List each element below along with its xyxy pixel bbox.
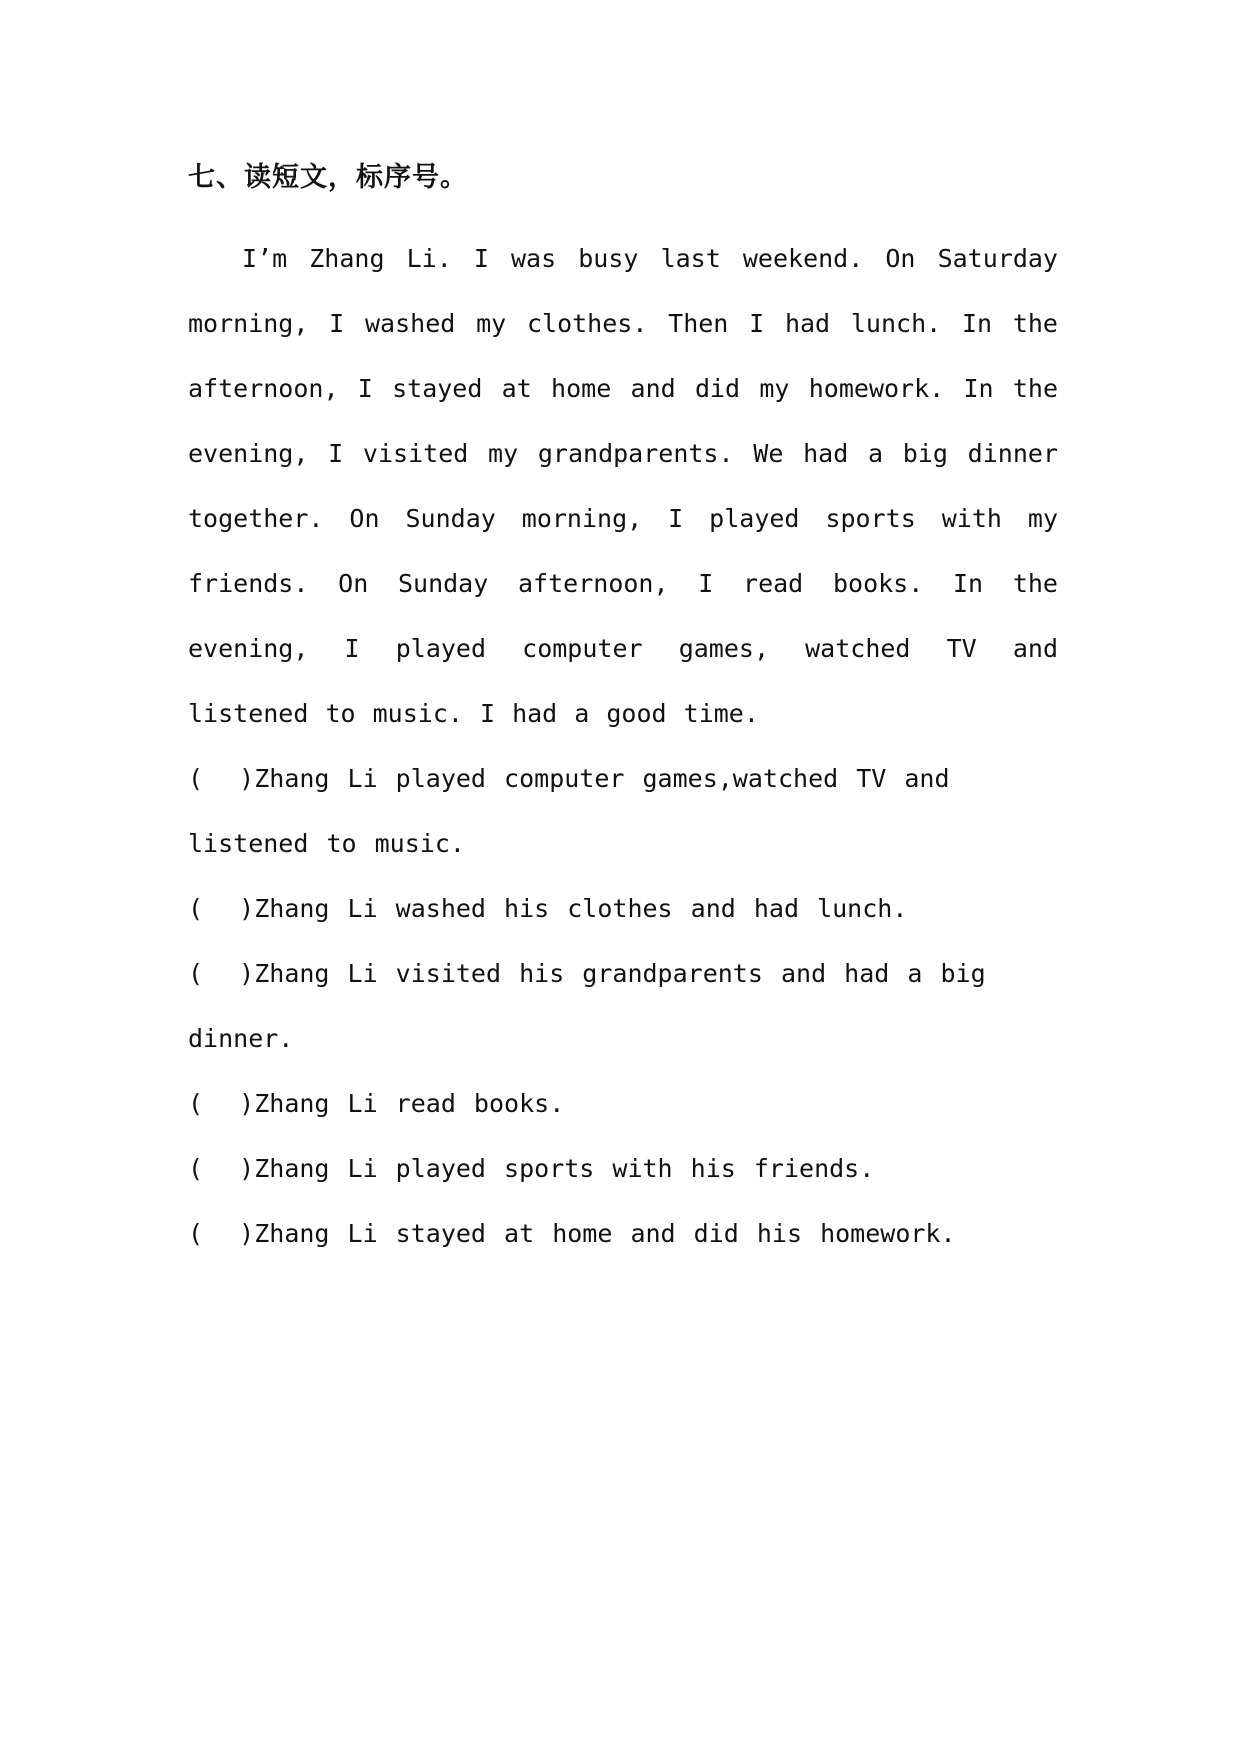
answer-blank[interactable]: ( ) [188, 764, 255, 793]
item-text: Zhang Li stayed at home and did his homework. [254, 1219, 956, 1248]
answer-blank[interactable]: ( ) [188, 959, 255, 988]
reading-passage: I’m Zhang Li. I was busy last weekend. On Saturday morning, I washed my clothes. Then I had lunch. In the afternoon, I stayed at home and did my homework. In the evening, I visited my grandparents. We had a big dinner together. On Sunday morning, I played sports with my friends. On Sunday afternoon, I read books. In the evening, I played computer games, watched TV and listened to music. I had a good time. [188, 244, 1058, 728]
item-text: Zhang Li visited his grandparents and had a big dinner. [188, 959, 986, 1053]
item-text: Zhang Li played computer games,watched TV and listened to music. [188, 764, 950, 858]
answer-blank[interactable]: ( ) [188, 1154, 255, 1183]
exercise-title: 七、读短文，标序号。 [188, 162, 468, 193]
ordering-items [188, 746, 1058, 1266]
answer-blank[interactable]: ( ) [188, 1089, 255, 1118]
exercise-section [188, 160, 1058, 1266]
item-text: Zhang Li washed his clothes and had lunch. [254, 894, 908, 923]
item-text: Zhang Li read books. [254, 1089, 565, 1118]
answer-blank[interactable]: ( ) [188, 1219, 255, 1248]
answer-blank[interactable]: ( ) [188, 894, 255, 923]
list-item [188, 1071, 1058, 1136]
list-item [188, 1201, 1058, 1266]
list-item [188, 746, 1058, 876]
item-text: Zhang Li played sports with his friends. [254, 1154, 875, 1183]
list-item [188, 876, 1058, 941]
list-item [188, 941, 1058, 1071]
list-item [188, 1136, 1058, 1201]
